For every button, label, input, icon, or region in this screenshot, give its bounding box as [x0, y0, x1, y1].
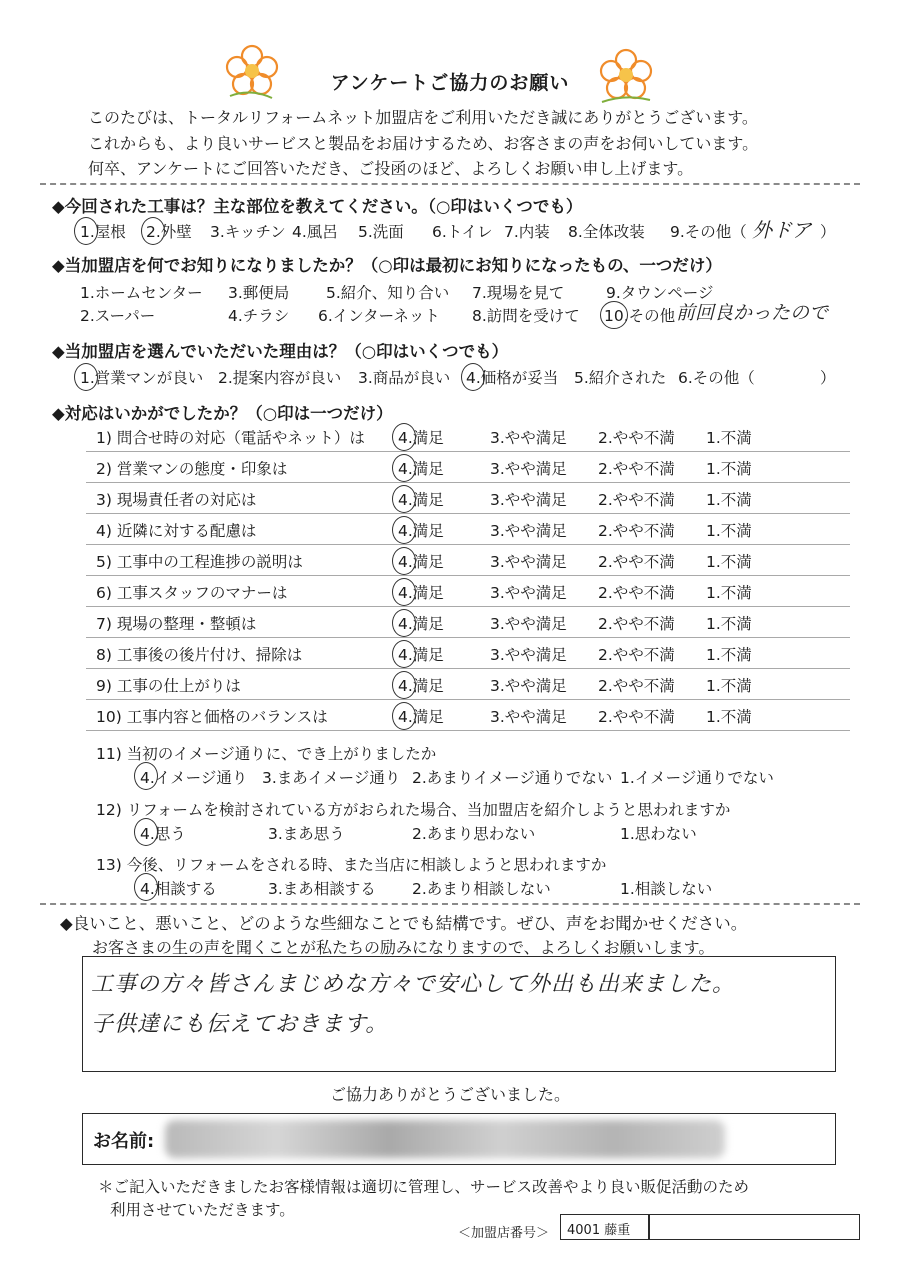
q13-option-4[interactable]: 4.相談する	[140, 880, 217, 898]
rating-option-4[interactable]: 4.満足	[398, 584, 444, 602]
rating-option-4[interactable]: 4.満足	[398, 491, 444, 509]
q3-option-6[interactable]: 6.その他（	[678, 369, 755, 387]
q1-other-close: ）	[820, 223, 836, 241]
rating-option-2[interactable]: 2.やや不満	[598, 522, 675, 540]
rating-option-2[interactable]: 2.やや不満	[598, 584, 675, 602]
rating-option-1[interactable]: 1.不満	[706, 491, 752, 509]
rating-option-3[interactable]: 3.やや満足	[490, 522, 567, 540]
answer-circle	[392, 516, 416, 544]
q11-option-1[interactable]: 1.イメージ通りでない	[620, 769, 774, 787]
rating-option-1[interactable]: 1.不満	[706, 460, 752, 478]
rating-option-2[interactable]: 2.やや不満	[598, 708, 675, 726]
q2-option-8[interactable]: 8.訪問を受けて	[472, 307, 580, 325]
q3-option-6-close: ）	[820, 369, 836, 387]
rating-option-1[interactable]: 1.不満	[706, 708, 752, 726]
store-number-value: 4001 藤重	[567, 1223, 631, 1238]
q2-other-handwritten: 前回良かったので	[676, 302, 829, 324]
answer-circle	[392, 578, 416, 606]
answer-circle	[74, 217, 98, 245]
answer-circle	[392, 640, 416, 668]
q4-heading: ◆対応はいかがでしたか？（○印は一つだけ）	[52, 404, 393, 423]
rating-option-4[interactable]: 4.満足	[398, 553, 444, 571]
q1-heading: ◆今回された工事は？主な部位を教えてください。（○印はいくつでも）	[52, 197, 583, 216]
name-label: お名前:	[93, 1131, 155, 1152]
rating-question: 9) 工事の仕上がりは	[96, 677, 241, 695]
rating-option-3[interactable]: 3.やや満足	[490, 429, 567, 447]
answer-circle	[392, 702, 416, 730]
rating-option-2[interactable]: 2.やや不満	[598, 553, 675, 571]
q13-option-2[interactable]: 2.あまり相談しない	[412, 880, 551, 898]
answer-circle	[134, 818, 158, 846]
rating-option-1[interactable]: 1.不満	[706, 553, 752, 571]
q12-option-3[interactable]: 3.まあ思う	[268, 825, 345, 843]
q12-text: 12) リフォームを検討されている方がおられた場合、当加盟店を紹介しようと思われますか	[96, 801, 731, 819]
q2-option-9[interactable]: 9.タウンページ	[606, 284, 714, 302]
q2-option-10[interactable]: 10.その他	[604, 307, 676, 325]
answer-circle	[392, 547, 416, 575]
answer-circle	[134, 762, 158, 790]
rating-option-1[interactable]: 1.不満	[706, 677, 752, 695]
rating-row	[86, 513, 850, 545]
comment-line-2: 子供達にも伝えておきます。	[91, 1012, 389, 1037]
rating-option-2[interactable]: 2.やや不満	[598, 460, 675, 478]
notice-line-2: 利用させていただきます。	[110, 1201, 295, 1219]
q1-option-roof[interactable]: 1.屋根	[80, 223, 126, 241]
comment-box[interactable]	[82, 956, 836, 1072]
q2-option-7[interactable]: 7.現場を見て	[472, 284, 565, 302]
rating-option-3[interactable]: 3.やや満足	[490, 677, 567, 695]
rating-option-1[interactable]: 1.不満	[706, 584, 752, 602]
rating-option-1[interactable]: 1.不満	[706, 615, 752, 633]
notice-line-1: ＊ご記入いただきましたお客様情報は適切に管理し、サービス改善やより良い販促活動のため	[98, 1178, 750, 1196]
answer-circle	[392, 485, 416, 513]
q11-option-4[interactable]: 4.イメージ通り	[140, 769, 248, 787]
q3-option-3[interactable]: 3.商品が良い	[358, 369, 451, 387]
store-number-label: ＜加盟店番号＞	[458, 1226, 550, 1241]
divider	[40, 183, 860, 185]
rating-option-4[interactable]: 4.満足	[398, 615, 444, 633]
rating-option-1[interactable]: 1.不満	[706, 429, 752, 447]
rating-question: 4) 近隣に対する配慮は	[96, 522, 257, 540]
rating-question: 2) 営業マンの態度・印象は	[96, 460, 288, 478]
answer-circle	[74, 363, 98, 391]
rating-option-1[interactable]: 1.不満	[706, 522, 752, 540]
rating-row	[86, 575, 850, 607]
q2-option-1[interactable]: 1.ホームセンター	[80, 284, 203, 302]
rating-option-4[interactable]: 4.満足	[398, 646, 444, 664]
rating-row	[86, 544, 850, 576]
q2-option-5[interactable]: 5.紹介、知り合い	[326, 284, 450, 302]
rating-option-3[interactable]: 3.やや満足	[490, 584, 567, 602]
intro-line-1: このたびは、トータルリフォームネット加盟店をご利用いただき誠にありがとうございます。	[88, 108, 758, 127]
rating-question: 5) 工事中の工程進捗の説明は	[96, 553, 303, 571]
q3-option-2[interactable]: 2.提案内容が良い	[218, 369, 342, 387]
q13-text: 13) 今後、リフォームをされる時、また当店に相談しようと思われますか	[96, 856, 607, 874]
rating-row	[86, 668, 850, 700]
rating-row	[86, 699, 850, 731]
divider	[40, 903, 860, 905]
comment-heading: ◆良いこと、悪いこと、どのような些細なことでも結構です。ぜひ、声をお聞かせください。	[60, 914, 748, 933]
q1-option-interior[interactable]: 7.内装	[504, 223, 550, 241]
rating-row	[86, 637, 850, 669]
q1-option-kitchen[interactable]: 3.キッチン	[210, 223, 286, 241]
q2-option-3[interactable]: 3.郵便局	[228, 284, 290, 302]
q1-option-other[interactable]: 9.その他（	[670, 223, 747, 241]
rating-option-3[interactable]: 3.やや満足	[490, 708, 567, 726]
q2-option-2[interactable]: 2.スーパー	[80, 307, 156, 325]
answer-circle	[392, 609, 416, 637]
store-extra-box	[648, 1214, 860, 1240]
answer-circle	[134, 873, 158, 901]
rating-option-2[interactable]: 2.やや不満	[598, 491, 675, 509]
q1-option-toilet[interactable]: 6.トイレ	[432, 223, 493, 241]
q3-heading: ◆当加盟店を選んでいただいた理由は？（○印はいくつでも）	[52, 342, 509, 361]
rating-option-2[interactable]: 2.やや不満	[598, 677, 675, 695]
rating-question: 7) 現場の整理・整頓は	[96, 615, 257, 633]
q1-option-full[interactable]: 8.全体改装	[568, 223, 645, 241]
rating-option-4[interactable]: 4.満足	[398, 708, 444, 726]
q13-option-3[interactable]: 3.まあ相談する	[268, 880, 376, 898]
rating-option-3[interactable]: 3.やや満足	[490, 646, 567, 664]
q11-text: 11) 当初のイメージ通りに、でき上がりましたか	[96, 745, 437, 763]
rating-question: 1) 問合せ時の対応（電話やネット）は	[96, 429, 365, 447]
thanks-text: ご協力ありがとうございました。	[329, 1085, 570, 1104]
q13-option-1[interactable]: 1.相談しない	[620, 880, 713, 898]
comment-line-1: 工事の方々皆さんまじめな方々で安心して外出も出来ました。	[91, 972, 736, 997]
q3-option-4[interactable]: 4.価格が妥当	[466, 369, 559, 387]
rating-option-2[interactable]: 2.やや不満	[598, 429, 675, 447]
rating-option-4[interactable]: 4.満足	[398, 677, 444, 695]
q11-option-2[interactable]: 2.あまりイメージ通りでない	[412, 769, 613, 787]
rating-option-2[interactable]: 2.やや不満	[598, 646, 675, 664]
rating-option-3[interactable]: 3.やや満足	[490, 460, 567, 478]
rating-row	[86, 451, 850, 483]
q12-option-4[interactable]: 4.思う	[140, 825, 186, 843]
rating-row	[86, 482, 850, 514]
answer-circle	[392, 423, 416, 451]
name-box[interactable]	[82, 1113, 836, 1165]
q1-other-handwritten: 外ドア	[752, 218, 812, 242]
rating-option-1[interactable]: 1.不満	[706, 646, 752, 664]
answer-circle	[392, 454, 416, 482]
rating-option-4[interactable]: 4.満足	[398, 429, 444, 447]
q1-option-bath[interactable]: 4.風呂	[292, 223, 338, 241]
redacted-name	[165, 1120, 725, 1158]
answer-circle	[392, 671, 416, 699]
answer-circle	[600, 301, 628, 329]
rating-option-3[interactable]: 3.やや満足	[490, 553, 567, 571]
rating-option-3[interactable]: 3.やや満足	[490, 491, 567, 509]
q11-option-3[interactable]: 3.まあイメージ通り	[262, 769, 401, 787]
rating-option-4[interactable]: 4.満足	[398, 522, 444, 540]
comment-subheading: お客さまの生の声を聞くことが私たちの励みになりますので、よろしくお願いします。	[92, 938, 715, 957]
answer-circle	[141, 217, 165, 245]
intro-line-2: これからも、より良いサービスと製品をお届けするため、お客さまの声をお伺いしています。	[88, 134, 759, 153]
q3-option-5[interactable]: 5.紹介された	[574, 369, 667, 387]
rating-row	[86, 420, 850, 452]
rating-row	[86, 606, 850, 638]
q2-heading: ◆当加盟店を何でお知りになりましたか？（○印は最初にお知りになったもの、一つだけ）	[52, 256, 722, 275]
q12-option-2[interactable]: 2.あまり思わない	[412, 825, 536, 843]
q2-option-4[interactable]: 4.チラシ	[228, 307, 290, 325]
q12-option-1[interactable]: 1.思わない	[620, 825, 697, 843]
q1-option-wall[interactable]: 2.外壁	[146, 223, 192, 241]
intro-line-3: 何卒、アンケートにご回答いただき、ご投函のほど、よろしくお願い申し上げます。	[88, 159, 694, 178]
rating-question: 6) 工事スタッフのマナーは	[96, 584, 288, 602]
rating-question: 10) 工事内容と価格のバランスは	[96, 708, 328, 726]
q3-option-1[interactable]: 1.営業マンが良い	[80, 369, 204, 387]
answer-circle	[461, 363, 485, 391]
rating-question: 3) 現場責任者の対応は	[96, 491, 257, 509]
q1-option-washroom[interactable]: 5.洗面	[358, 223, 404, 241]
rating-option-4[interactable]: 4.満足	[398, 460, 444, 478]
store-number-box	[560, 1214, 650, 1240]
rating-question: 8) 工事後の後片付け、掃除は	[96, 646, 303, 664]
q2-option-6[interactable]: 6.インターネット	[318, 307, 440, 325]
rating-option-3[interactable]: 3.やや満足	[490, 615, 567, 633]
rating-option-2[interactable]: 2.やや不満	[598, 615, 675, 633]
page-title: アンケートご協力のお願い	[330, 72, 570, 94]
